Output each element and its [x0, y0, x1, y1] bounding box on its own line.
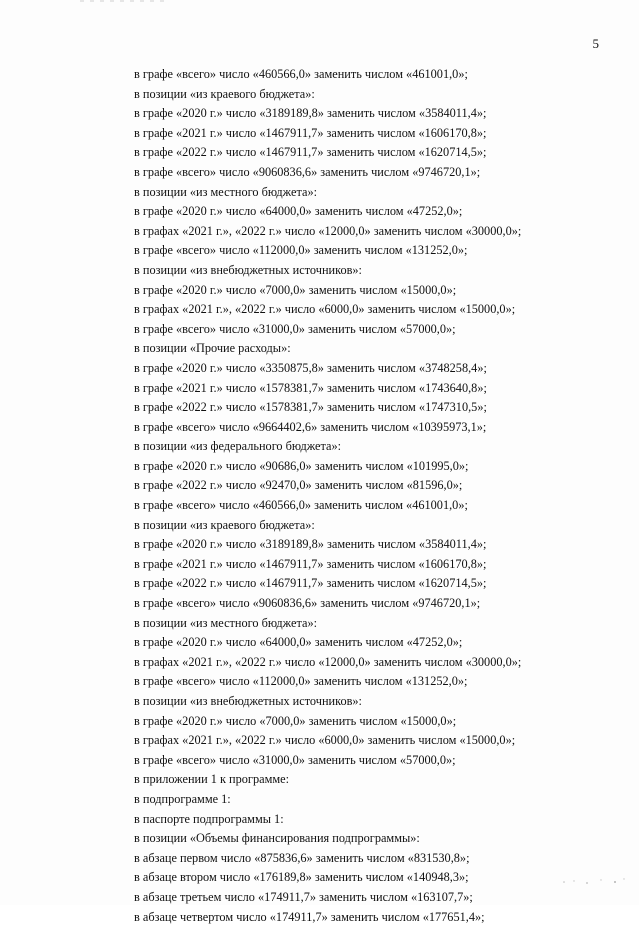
text-line: в графе «2022 г.» число «1467911,7» заменить числом «1620714,5»; — [134, 145, 487, 160]
text-line: в графе «всего» число «460566,0» заменить числом «461001,0»; — [134, 498, 468, 513]
text-line: в графе «2021 г.» число «1578381,7» заменить числом «1743640,8»; — [134, 380, 487, 395]
text-line: в позиции «из федерального бюджета»: — [134, 439, 342, 454]
text-line: в графах «2021 г.», «2022 г.» число «6000,0» заменить числом «15000,0»; — [134, 302, 516, 317]
text-line: в графе «2021 г.» число «1467911,7» заменить числом «1606170,8»; — [134, 556, 487, 571]
text-line: в графе «2021 г.» число «1467911,7» заменить числом «1606170,8»; — [134, 125, 487, 140]
document-body — [134, 65, 604, 927]
text-line: в позиции «Объемы финансирования подпрограммы»: — [134, 831, 420, 846]
text-line: в графе «2020 г.» число «3189189,8» заменить числом «3584011,4»; — [134, 106, 487, 121]
text-line: в позиции «из местного бюджета»: — [134, 615, 318, 630]
text-line: в графе «2020 г.» число «7000,0» заменить числом «15000,0»; — [134, 282, 457, 297]
text-line: в абзаце первом число «875836,6» заменить числом «831530,8»; — [134, 850, 470, 865]
page-number: 5 — [592, 36, 599, 51]
text-line: в графах «2021 г.», «2022 г.» число «6000,0» заменить числом «15000,0»; — [134, 733, 516, 748]
text-line: в графе «всего» число «112000,0» заменить числом «131252,0»; — [134, 674, 468, 689]
text-line: в графе «2022 г.» число «1467911,7» заменить числом «1620714,5»; — [134, 576, 487, 591]
text-line: в графах «2021 г.», «2022 г.» число «12000,0» заменить числом «30000,0»; — [134, 223, 522, 238]
text-line: в позиции «из краевого бюджета»: — [134, 86, 315, 101]
text-line: в графе «2020 г.» число «3350875,8» заменить числом «3748258,4»; — [134, 360, 487, 375]
text-line: в графах «2021 г.», «2022 г.» число «12000,0» заменить числом «30000,0»; — [134, 654, 522, 669]
scan-artifact-dots — [560, 876, 630, 886]
text-line: в подпрограмме 1: — [134, 791, 231, 806]
text-line: в графе «всего» число «9060836,6» заменить числом «9746720,1»; — [134, 596, 481, 611]
text-line: в позиции «из местного бюджета»: — [134, 184, 318, 199]
text-line: в абзаце втором число «176189,8» заменить числом «140948,3»; — [134, 870, 469, 885]
text-line: в графе «всего» число «460566,0» заменить числом «461001,0»; — [134, 67, 468, 81]
text-line: в графе «всего» число «31000,0» заменить числом «57000,0»; — [134, 752, 456, 767]
text-line: в позиции «Прочие расходы»: — [134, 341, 291, 356]
text-line: в приложении 1 к программе: — [134, 772, 290, 787]
text-line: в графе «2020 г.» число «64000,0» заменить числом «47252,0»; — [134, 635, 463, 650]
text-line: в графе «всего» число «9060836,6» заменить числом «9746720,1»; — [134, 164, 481, 179]
text-line: в графе «2020 г.» число «3189189,8» заменить числом «3584011,4»; — [134, 537, 487, 552]
text-line: в абзаце четвертом число «174911,7» заменить числом «177651,4»; — [134, 909, 485, 924]
text-line: в позиции «из внебюджетных источников»: — [134, 262, 362, 277]
text-line: в позиции «из краевого бюджета»: — [134, 517, 315, 532]
text-line: в графе «2020 г.» число «64000,0» заменить числом «47252,0»; — [134, 204, 463, 219]
text-line: в позиции «из внебюджетных источников»: — [134, 694, 362, 708]
text-line: в графе «всего» число «112000,0» заменить числом «131252,0»; — [134, 243, 468, 258]
text-line: в графе «2022 г.» число «1578381,7» заменить числом «1747310,5»; — [134, 400, 487, 415]
text-line: в графе «2022 г.» число «92470,0» заменить числом «81596,0»; — [134, 478, 463, 493]
text-line: в графе «2020 г.» число «90686,0» заменить числом «101995,0»; — [134, 458, 469, 473]
text-line: в графе «всего» число «31000,0» заменить числом «57000,0»; — [134, 321, 456, 336]
scan-artifact-top — [80, 0, 170, 3]
text-line: в графе «2020 г.» число «7000,0» заменить числом «15000,0»; — [134, 713, 457, 728]
text-line: в абзаце третьем число «174911,7» заменить числом «163107,7»; — [134, 889, 473, 904]
text-line: в графе «всего» число «9664402,6» заменить числом «10395973,1»; — [134, 419, 487, 434]
text-line: в паспорте подпрограммы 1: — [134, 811, 284, 826]
